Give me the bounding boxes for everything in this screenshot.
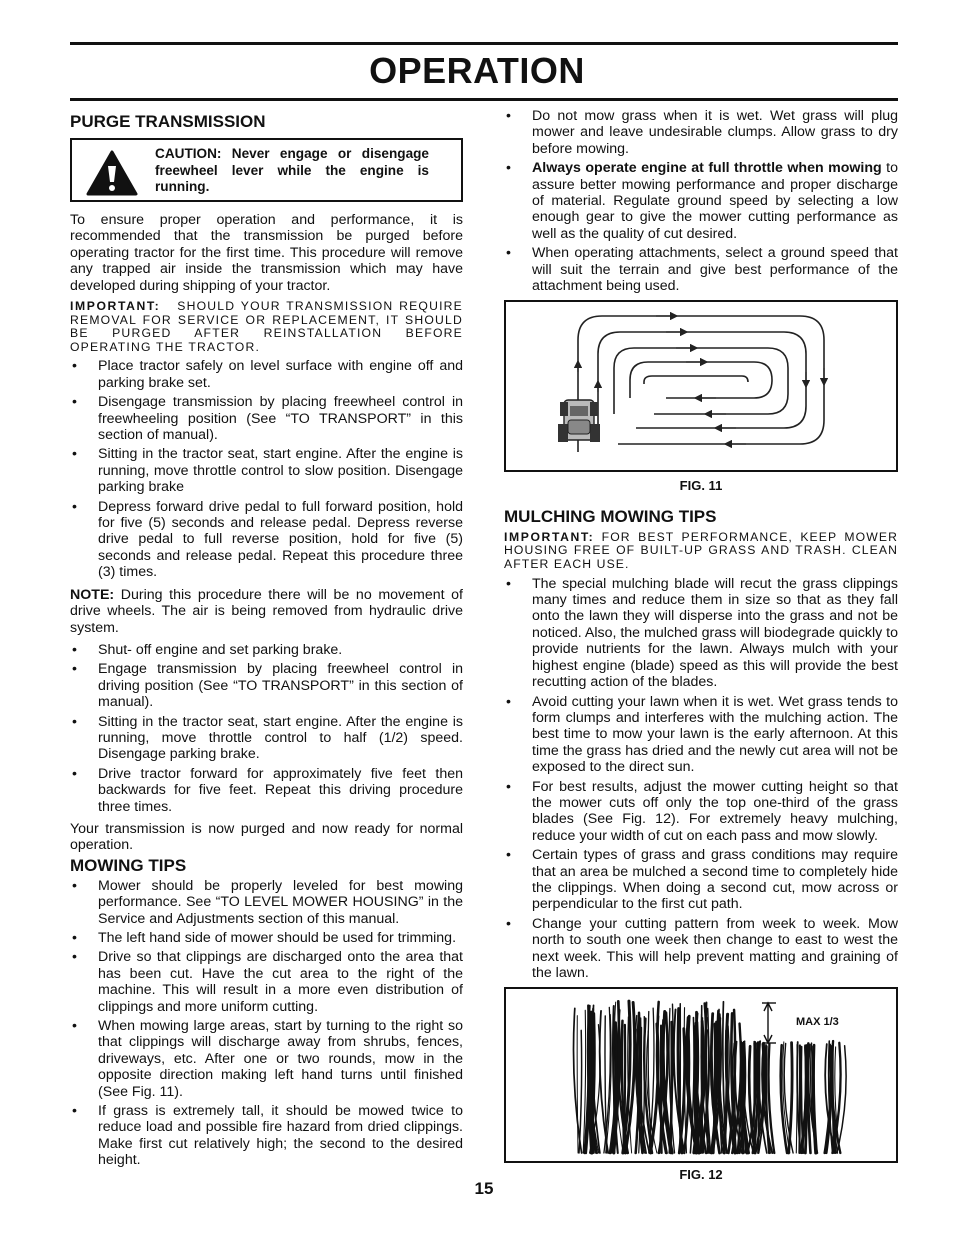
list-item: • Change your cutting pattern from week to week. Mow north to south one week then change to east to west the next week. This will help prevent matting and graining of the lawn. <box>504 916 898 982</box>
mowing-tips-continued <box>504 108 898 294</box>
right-column <box>504 108 898 1196</box>
list-item: • When mowing large areas, start by turning to the right so that clippings will discharge away from shrubs, fences, driveways, etc. After one or two rounds, mow in the opposite direction making left hand turns until finished (See Fig. 11). <box>70 1018 463 1100</box>
purge-transmission-heading: PURGE TRANSMISSION <box>70 112 266 131</box>
list-item: • Mower should be properly leveled for best mowing performance. See “TO LEVEL MOWER HOUSING” in the Service and Adjustments section of this manual. <box>70 878 463 927</box>
fig-12-caption: FIG. 12 <box>679 1167 723 1183</box>
list-item: • Drive so that clippings are discharged onto the area that has been cut. Have the cut area to the right of the machine. This will result in a more even distribution of clippings and more uniform cutting. <box>70 949 463 1015</box>
list-item: • The left hand side of mower should be used for trimming. <box>70 930 463 946</box>
mulching-tips-heading: MULCHING MOWING TIPS <box>504 506 717 526</box>
list-item: • Shut- off engine and set parking brake. <box>70 642 463 658</box>
list-item: • If grass is extremely tall, it should be mowed twice to reduce load and possible fire hazard from dried clippings. Make first cut relatively high; the second to the desired height. <box>70 1103 463 1169</box>
important-text: SHOULD YOUR TRANSMISSION REQUIRE REMOVAL FOR SERVICE OR REPLACEMENT, IT SHOULD BE PURGED AFTER REINSTALLATION BEFORE OPERATING THE TRACTOR. <box>70 299 463 354</box>
mulch-important-label: IMPORTANT: <box>504 529 595 544</box>
drive-note <box>70 587 463 636</box>
list-item: • The special mulching blade will recut the grass clippings many times and reduce them in size so that as they fall onto the lawn they will disperse into the grass and not be noticed. Also, the mulched grass will biodegrade quickly to provide nutrients for the lawn. Always mulch with your highest engine (blade) speed as this will provide the best recutting action of the blades. <box>504 576 898 691</box>
purge-intro: To ensure proper operation and performance, it is recommended that the transmission be purged before operating tractor for the first time. This procedure will remove any trapped air inside the transmission which may have developed during shipping of your tractor. <box>70 212 463 294</box>
caution-text: CAUTION: Never engage or disengage freewheel lever while the engine is running. <box>155 146 429 195</box>
throttle-tip-bold: Always operate engine at full throttle when mowing <box>532 160 882 177</box>
mulch-important-note <box>504 531 898 572</box>
purge-steps-1 <box>70 358 463 580</box>
list-item: • For best results, adjust the mower cutting height so that the mower cuts off only the top one-third of the grass blades (See Fig. 12). For extremely heavy mulching, reduce your width of cut on each pass and mow slowly. <box>504 779 898 845</box>
mulch-important-text: FOR BEST PERFORMANCE, KEEP MOWER HOUSING FREE OF BUILT-UP GRASS AND TRASH. CLEAN AFTER EACH USE. <box>504 529 898 572</box>
list-item <box>504 160 898 242</box>
list-item: • Drive tractor forward for approximately five feet then backwards for five feet. Repeat this driving procedure three times. <box>70 766 463 815</box>
title-underline <box>70 98 898 101</box>
fig-11-caption: FIG. 11 <box>679 478 723 494</box>
figure-11-mowing-pattern <box>504 300 898 472</box>
warning-triangle-icon <box>86 150 138 196</box>
purge-complete-text: Your transmission is now purged and now ready for normal operation. <box>70 820 463 854</box>
caution-box <box>70 138 463 202</box>
list-item: • Disengage transmission by placing freewheel control in freewheeling position (See “TO TRANSPORT” in this section of manual). <box>70 394 463 443</box>
list-item: • Place tractor safely on level surface with engine off and parking brake set. <box>70 358 463 391</box>
important-note <box>70 300 463 354</box>
page-title: OPERATION <box>369 50 585 91</box>
list-item: • Sitting in the tractor seat, start engine. After the engine is running, move throttle control to half (1/2) speed. Disengage parking brake. <box>70 714 463 763</box>
figure-12-cutting-height <box>504 987 898 1163</box>
note-text: During this procedure there will be no movement of drive wheels. The air is being removed from hydraulic drive system. <box>70 586 463 636</box>
important-label: IMPORTANT: <box>70 299 161 314</box>
grass-height-diagram <box>506 989 896 1161</box>
list-item: • Sitting in the tractor seat, start engine. After the engine is running, move throttle control to slow position. Disengage parking brake <box>70 446 463 495</box>
list-item: • Certain types of grass and grass conditions may require that an area be mulched a second time to completely hide the clippings. When doing a second cut, mow across or perpendicular to the first cut path. <box>504 847 898 913</box>
tractor-icon <box>558 400 600 442</box>
list-item: • Avoid cutting your lawn when it is wet. Wet grass tends to form clumps and interferes with the mulching action. The best time to mow your lawn is the early afternoon. At this time the grass has dried and the newly cut area will not be exposed to the direct sun. <box>504 694 898 776</box>
mulching-tips-list <box>504 576 898 982</box>
mowing-tips-list <box>70 878 463 1169</box>
list-item: • Engage transmission by placing freewheel control in driving position (See “TO TRANSPORT” in this section of manual). <box>70 661 463 710</box>
list-item: • Do not mow grass when it is wet. Wet grass will plug mower and leave undesirable clumps. Allow grass to dry before mowing. <box>504 108 898 157</box>
throttle-tip-text: to assure better mowing performance and proper discharge of material. Regulate ground speed by selecting a low enough gear to give the mower cutting performance as well as the quality of cut desired. <box>532 160 898 242</box>
max-one-third-label: MAX 1/3 <box>796 1016 839 1029</box>
list-item: • When operating attachments, select a ground speed that will suit the terrain and give best performance of the attachment being used. <box>504 245 898 294</box>
mowing-pattern-diagram <box>506 302 896 470</box>
left-column <box>70 112 463 1175</box>
note-label: NOTE: <box>70 586 115 603</box>
purge-steps-2 <box>70 642 463 815</box>
page-number: 15 <box>474 1179 494 1198</box>
top-rule <box>70 42 898 45</box>
list-item: • Depress forward drive pedal to full forward position, hold for five (5) seconds and release pedal. Depress reverse drive pedal to full reverse position, hold for five (5) seconds and release pedal. Repeat this procedure three (3) times. <box>70 499 463 581</box>
mowing-tips-heading: MOWING TIPS <box>70 855 187 875</box>
